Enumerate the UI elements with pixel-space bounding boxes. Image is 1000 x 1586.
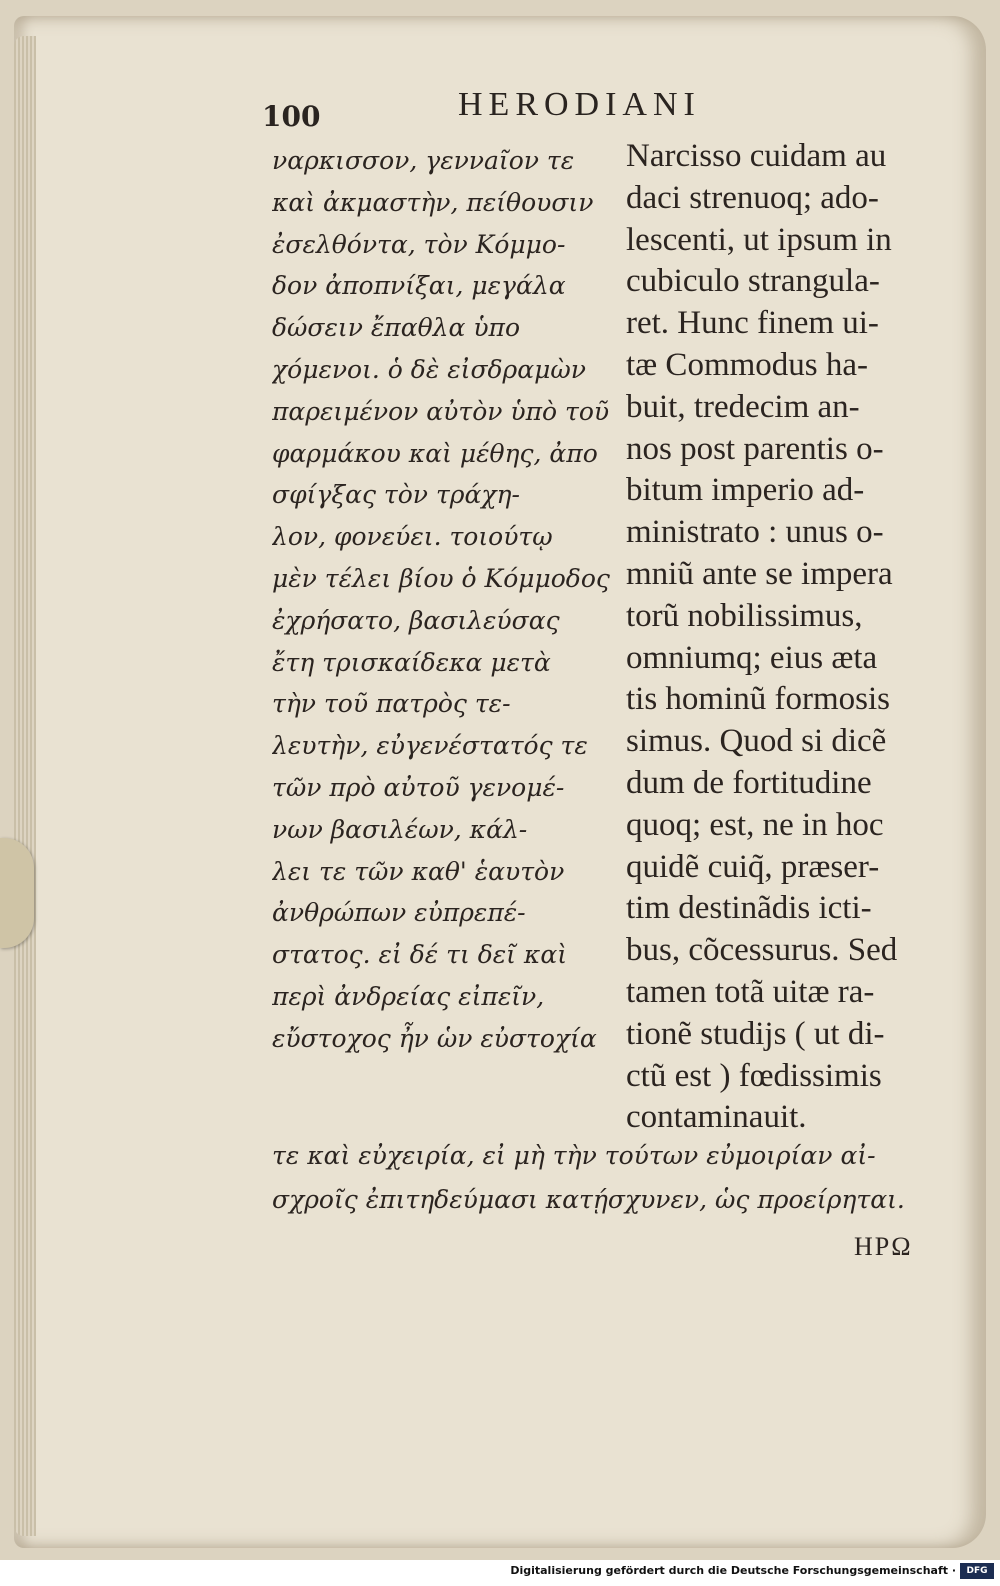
latin-text-column: [626, 136, 956, 1139]
greek-text-line: λευτὴν, εὐγενέστατός τε: [272, 731, 588, 761]
greek-text-line: φαρμάκου καὶ μέθης, ἀπο: [272, 438, 598, 468]
greek-text-line: ναρκισσον, γεννaῖον τε: [272, 146, 575, 175]
greek-text-line: μὲν τέλει βίου ὁ Κόμμοδος: [272, 563, 610, 593]
page-number: 100: [262, 100, 321, 133]
greek-text-line: ἔτη τρισκαίδεκα μετὰ: [272, 647, 551, 677]
greek-text-line: νων βασιλέων, κάλ-: [272, 814, 528, 844]
latin-text-line: daci strenuoq; ado-: [626, 179, 879, 216]
greek-text-tail: [272, 1134, 962, 1222]
latin-text-line: tamen totã uitæ ra-: [626, 973, 875, 1010]
greek-text-line: λον, φονεύει. τοιούτῳ: [272, 522, 553, 552]
greek-text-line: τῶν πρὸ αὐτοῦ γενομέ-: [272, 772, 565, 802]
greek-text-line: σχροῖς ἐπιτηδεύμασι κατῄσχυνεν, ὡς προείρηται.: [272, 1185, 905, 1214]
latin-text-line: ministrato : unus o-: [626, 514, 884, 551]
greek-text-line: λει τε τῶν καθ' ἑαυτὸν: [272, 856, 565, 886]
greek-text-line: σφίγξας τὸν τράχη-: [272, 480, 520, 510]
greek-text-line: δον ἀποπνίξαι, μεγάλα: [272, 271, 566, 301]
funding-credit: Digitalisierung gefördert durch die Deutsche Forschungsgemeinschaft ·: [510, 1564, 956, 1577]
greek-text-line: ἐχρήσατο, βασιλεύσας: [272, 605, 560, 635]
latin-text-line: quidẽ cuiq̃, præser-: [626, 848, 880, 885]
greek-text-line: τε καὶ εὐχειρία, εἰ μὴ τὴν τούτων εὐμοιρίαν αἰ-: [272, 1141, 876, 1170]
latin-text-line: simus. Quod si dicẽ: [626, 723, 887, 760]
latin-text-line: nos post parentis o-: [626, 430, 884, 467]
greek-text-line: παρειμένον αὐτὸν ὑπὸ τοῦ: [272, 396, 610, 426]
greek-text-line: καὶ ἀκμαστὴν, πείθουσιν: [272, 187, 594, 217]
greek-text-line: ἐσελθόντα, τὸν Κόμμο-: [272, 229, 566, 259]
latin-text-line: tæ Commodus ha-: [626, 346, 869, 383]
latin-text-line: contaminauit.: [626, 1099, 807, 1136]
running-head: HERODIANI: [458, 86, 701, 123]
latin-text-line: ctũ est ) fœdissimis: [626, 1057, 882, 1094]
greek-text-line: χόμενοι. ὁ δὲ εἰσδραμὼν: [272, 354, 586, 384]
dfg-logo: DFG: [960, 1563, 994, 1579]
latin-text-line: lescenti, ut ipsum in: [626, 221, 892, 258]
latin-text-line: ret. Hunc finem ui-: [626, 305, 879, 342]
catchword: HPΩ: [854, 1232, 913, 1261]
latin-text-line: omniumq; eius æta: [626, 639, 878, 676]
latin-text-line: bus, cõcessurus. Sed: [626, 932, 898, 969]
latin-text-line: dum de fortitudine: [626, 764, 872, 801]
book-clasp: [0, 838, 34, 948]
greek-text-line: εὔστοχος ἦν ὡν εὐστοχία: [272, 1023, 597, 1053]
latin-text-line: tionẽ studijs ( ut di-: [626, 1015, 885, 1052]
greek-text-line: περὶ ἀνδρείας εἰπεῖν,: [272, 981, 545, 1011]
greek-text-column: [272, 140, 612, 1060]
greek-text-line: δώσειν ἔπαθλα ὑπο: [272, 313, 520, 343]
greek-text-line: στατος. εἰ δέ τι δεῖ καὶ: [272, 940, 568, 970]
latin-text-line: Narcisso cuidam au: [626, 138, 887, 174]
greek-text-line: τὴν τοῦ πατρὸς τε-: [272, 689, 511, 719]
latin-text-line: quoq; est, ne in hoc: [626, 806, 884, 843]
footer-bar: [0, 1560, 1000, 1586]
latin-text-line: cubiculo strangula-: [626, 263, 880, 300]
latin-text-line: tim destinãdis icti-: [626, 890, 872, 927]
page-header: [262, 86, 782, 133]
greek-text-line: ἀνθρώπων εὐπρεπέ-: [272, 898, 526, 928]
latin-text-line: bitum imperio ad-: [626, 472, 865, 509]
latin-text-line: mniũ ante se impera: [626, 555, 893, 592]
latin-text-line: tis hominũ formosis: [626, 681, 891, 718]
latin-text-line: buit, tredecim an-: [626, 388, 860, 425]
latin-text-line: torũ nobilissimus,: [626, 597, 863, 634]
page-edges: [14, 36, 36, 1536]
